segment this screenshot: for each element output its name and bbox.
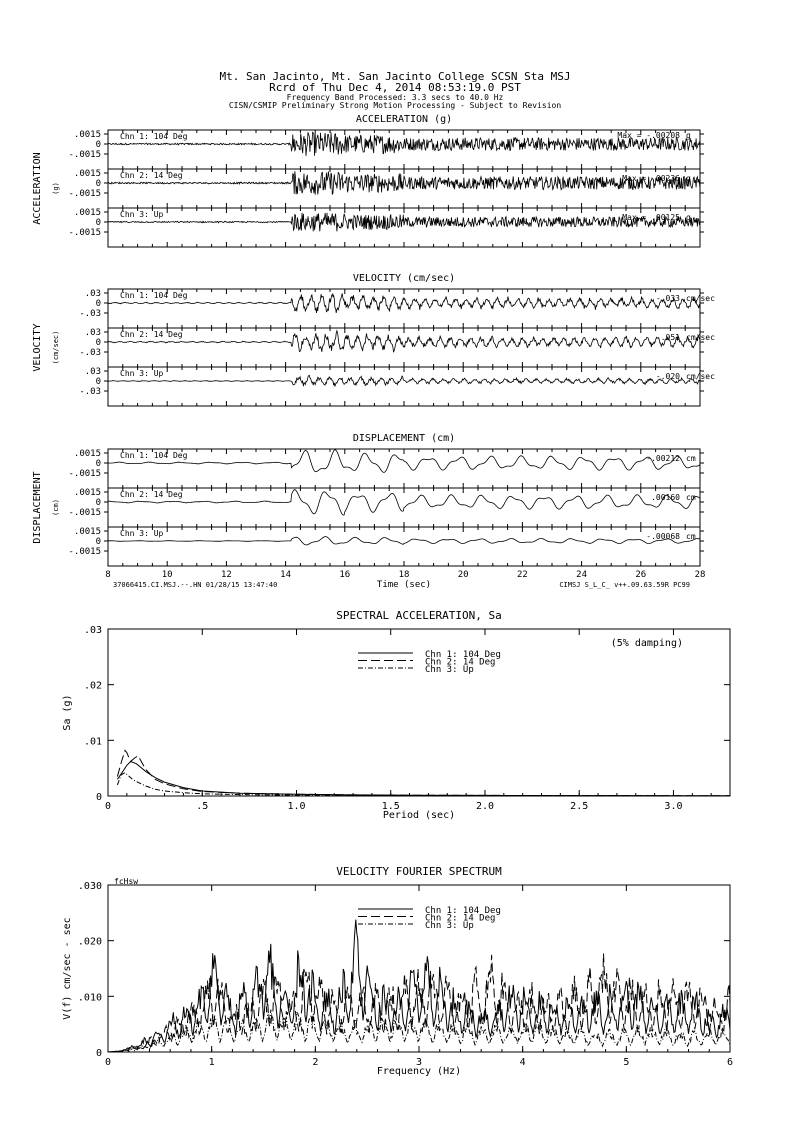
spectrum-y-tick-label: .02 [83,680,102,692]
channel-peak-unit: cm/sec [686,333,715,342]
panel-title: VELOCITY (cm/sec) [352,273,456,284]
spectrum-y-tick-label: 0 [95,1048,102,1059]
y-tick-label: -.0015 [68,150,101,160]
time-tick-label: 20 [457,570,469,580]
spectrum-x-tick-label: 0 [104,1057,112,1068]
corner-label: fcHsw [114,877,139,886]
legend-label: Chn 1: 104 Deg [425,906,501,916]
y-tick-label: .0015 [73,488,101,498]
legend-label: Chn 1: 104 Deg [425,650,501,660]
channel-peak-unit: g [686,174,691,183]
series-line [117,750,730,795]
station-title: Mt. San Jacinto, Mt. San Jacinto College SCSN Sta MSJ [219,70,571,83]
legend-label: Chn 3: Up [425,665,474,675]
channel-frame [108,328,700,367]
channel-waveform [108,375,700,386]
time-axis-label: Time (sec) [376,580,432,590]
channel-frame [108,289,700,328]
y-tick-label: -.03 [79,309,101,319]
processing-note: CISN/CSMIP Preliminary Strong Motion Processing - Subject to Revision [228,101,562,110]
y-tick-label: -.03 [79,387,101,397]
spectrum-title: VELOCITY FOURIER SPECTRUM [336,865,502,878]
spectrum-x-axis-label: Frequency (Hz) [376,1066,462,1077]
y-tick-label: 0 [95,537,101,547]
y-tick-label: .0015 [73,527,101,537]
spectrum-y-axis-label: V(f) cm/sec - sec [62,917,73,1020]
channel-peak-unit: g [686,213,691,222]
record-title: Rcrd of Thu Dec 4, 2014 08:53:19.0 PST [269,81,521,94]
channel-label: Chn 3: Up [120,529,164,538]
y-tick-label: -.0015 [68,189,101,199]
spectrum-x-tick-label: .5 [196,801,209,812]
legend-label: Chn 2: 14 Deg [425,657,496,668]
y-tick-label: 0 [95,498,101,508]
channel-frame [108,527,700,566]
y-tick-label: .0015 [73,169,101,179]
time-tick-label: 8 [105,570,111,580]
processing-version: CIMSJ S_L_C_ v++.09.63.59R PC99 [559,581,690,589]
series-line [117,773,730,796]
spectrum-x-tick-label: 2 [312,1057,319,1068]
y-tick-label: 0 [95,377,101,387]
time-tick-label: 22 [516,570,528,580]
channel-frame [108,449,700,488]
channel-peak-unit: cm [686,454,696,463]
channel-peak-value: -.051 [655,333,680,342]
spectrum-x-tick-label: 1 [208,1057,215,1068]
y-tick-label: -.0015 [68,469,101,479]
channel-waveform [108,537,700,545]
channel-waveform [108,490,700,515]
spectrum-x-tick-label: 3.0 [664,801,683,812]
time-tick-label: 18 [398,570,410,580]
y-tick-label: 0 [95,140,101,150]
spectrum-x-tick-label: 4 [519,1057,526,1068]
channel-waveform [108,213,700,232]
spectrum-x-tick-label: 6 [726,1057,734,1068]
channel-peak-value: Max = .00125 [622,213,680,222]
spectrum-x-tick-label: 1.0 [287,801,306,812]
y-tick-label: .03 [84,289,101,299]
channel-label: Chn 3: Up [120,369,164,378]
channel-peak-value: .00160 [651,493,680,502]
time-tick-label: 12 [220,570,232,580]
channel-frame [108,367,700,406]
channel-label: Chn 1: 104 Deg [120,291,188,300]
spectrum-x-tick-label: 2.5 [570,801,589,812]
panel-side-unit: (cm) [52,499,60,516]
y-tick-label: .0015 [73,130,101,140]
spectrum-x-tick-label: 2.0 [475,801,495,812]
y-tick-label: 0 [95,338,101,348]
spectrum-frame [108,629,730,796]
y-tick-label: .03 [84,328,101,338]
channel-frame [108,169,700,208]
y-tick-label: -.0015 [68,508,101,518]
channel-peak-value: -.033 [655,294,680,303]
spectrum-y-tick-label: 0 [95,792,102,803]
spectrum-y-tick-label: .01 [83,736,102,748]
spectrum-y-tick-label: .020 [77,936,102,948]
time-tick-label: 28 [694,570,706,580]
channel-peak-unit: cm [686,493,696,502]
time-tick-label: 16 [339,570,351,580]
spectrum-title: SPECTRAL ACCELERATION, Sa [336,609,502,622]
y-tick-label: .03 [84,367,101,377]
spectrum-x-tick-label: 3 [415,1057,423,1068]
channel-peak-unit: cm/sec [686,372,715,381]
channel-label: Chn 3: Up [120,210,164,219]
series-line [117,762,730,796]
damping-annotation: (5% damping) [610,638,683,649]
channel-peak-unit: cm/sec [686,294,715,303]
y-tick-label: .0015 [73,449,101,459]
channel-label: Chn 1: 104 Deg [120,451,188,460]
spectrum-y-tick-label: .010 [77,992,102,1004]
y-tick-label: 0 [95,218,101,228]
spectrum-x-axis-label: Period (sec) [382,810,456,821]
y-tick-label: -.0015 [68,228,101,238]
channel-peak-unit: g [686,131,691,140]
time-tick-label: 10 [161,570,173,580]
y-tick-label: .0015 [73,208,101,218]
panel-side-label: DISPLACEMENT [32,471,43,544]
panel-side-unit: (g) [52,182,60,195]
channel-label: Chn 2: 14 Deg [120,330,183,339]
time-tick-label: 26 [635,570,647,580]
channel-peak-value: -.00212 [646,454,680,463]
y-tick-label: -.03 [79,348,101,358]
record-id: 37066415.CI.MSJ.--.HN 01/28/15 13:47:40 [113,581,278,589]
channel-peak-value: Max = .00236 [622,174,680,183]
frequency-band: Frequency Band Processed: 3.3 secs to 40.0 Hz [286,93,504,102]
channel-peak-value: -.00068 [646,532,680,541]
legend-label: Chn 3: Up [425,921,474,931]
channel-waveform [108,132,700,156]
channel-label: Chn 2: 14 Deg [120,490,183,499]
channel-waveform [108,293,700,313]
spectrum-y-tick-label: .03 [83,625,102,636]
spectrum-x-origin-label: 0 [104,801,112,812]
y-tick-label: 0 [95,299,101,309]
channel-peak-value: Max = -.00208 [617,131,680,140]
channel-label: Chn 2: 14 Deg [120,171,183,180]
panel-title: DISPLACEMENT (cm) [352,433,456,444]
spectrum-y-axis-label: Sa (g) [62,694,73,731]
time-tick-label: 14 [280,570,292,580]
channel-peak-unit: cm [686,532,696,541]
y-tick-label: 0 [95,179,101,189]
spectrum-y-tick-label: .030 [77,881,102,892]
y-tick-label: 0 [95,459,101,469]
spectrum-x-tick-label: 1.5 [381,801,400,812]
panel-title: ACCELERATION (g) [355,114,453,125]
channel-waveform [108,171,700,194]
panel-side-unit: (cm/sec) [52,330,60,365]
channel-waveform [108,331,700,352]
panel-side-label: ACCELERATION [32,152,43,225]
time-tick-label: 24 [576,570,588,580]
channel-frame [108,208,700,247]
channel-label: Chn 1: 104 Deg [120,132,188,141]
channel-peak-value: -.020 [655,372,680,381]
legend-label: Chn 2: 14 Deg [425,913,496,924]
y-tick-label: -.0015 [68,547,101,557]
spectrum-x-tick-label: 5 [623,1057,630,1068]
panel-side-label: VELOCITY [32,323,43,372]
